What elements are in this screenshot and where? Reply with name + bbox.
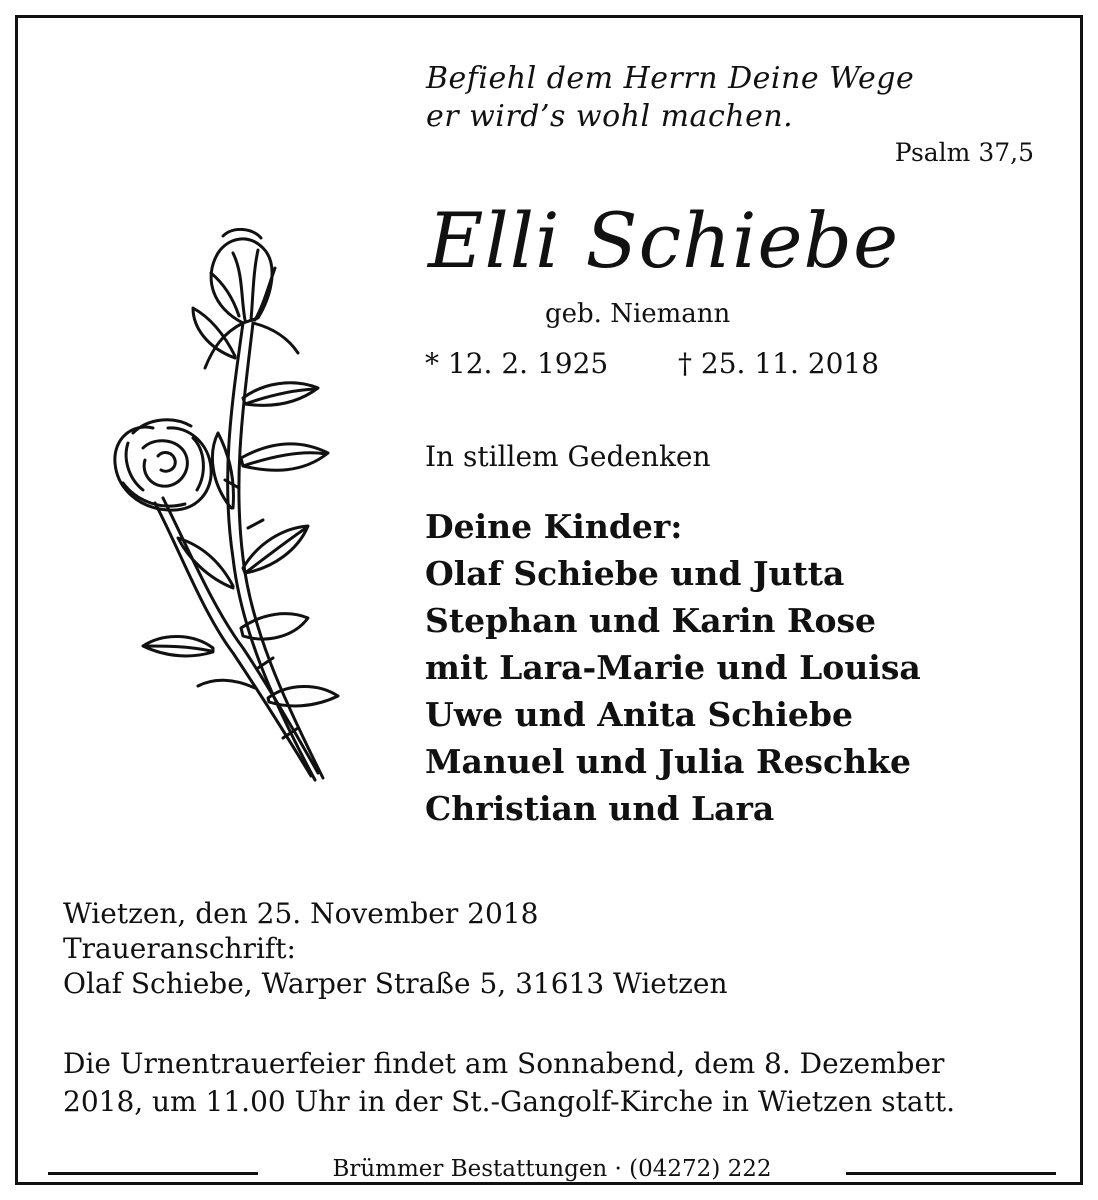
deceased-name: Elli Schiebe: [428, 196, 900, 285]
footer: [18, 1156, 1086, 1182]
address-line: Olaf Schiebe, Warper Straße 5, 31613 Wietzen: [63, 967, 728, 1000]
address-block: [63, 896, 727, 1001]
obituary-frame: [15, 15, 1083, 1185]
verse-line-1: Befiehl dem Herrn Deine Wege: [426, 61, 915, 96]
family-line: Manuel und Julia Reschke: [425, 742, 911, 781]
ceremony-line-1: Die Urnentrauerfeier findet am Sonnabend, dem 8. Dezember: [63, 1047, 945, 1080]
family-line: Uwe und Anita Schiebe: [425, 695, 853, 734]
birth-date: * 12. 2. 1925: [425, 347, 609, 380]
family-list: [425, 503, 921, 832]
ceremony-line-2: 2018, um 11.00 Uhr in der St.-Gangolf-Kirche in Wietzen statt.: [63, 1085, 956, 1118]
verse-reference: Psalm 37,5: [894, 138, 1034, 167]
memorial-intro: In stillem Gedenken: [425, 440, 711, 473]
rose-illustration-icon: [93, 228, 353, 788]
verse-line-2: er wird’s wohl machen.: [426, 99, 794, 134]
death-date: † 25. 11. 2018: [678, 347, 880, 380]
family-heading: Deine Kinder:: [425, 507, 683, 546]
family-line: mit Lara-Marie und Louisa: [425, 648, 921, 687]
family-line: Christian und Lara: [425, 789, 775, 828]
funeral-home: Brümmer Bestattungen · (04272) 222: [320, 1156, 783, 1182]
family-line: Olaf Schiebe und Jutta: [425, 554, 845, 593]
place-date: Wietzen, den 25. November 2018: [63, 897, 539, 930]
address-label: Traueranschrift:: [63, 932, 296, 965]
bible-verse: [426, 60, 914, 136]
ceremony-notice: [63, 1045, 955, 1121]
maiden-name: geb. Niemann: [545, 299, 731, 329]
family-line: Stephan und Karin Rose: [425, 601, 877, 640]
